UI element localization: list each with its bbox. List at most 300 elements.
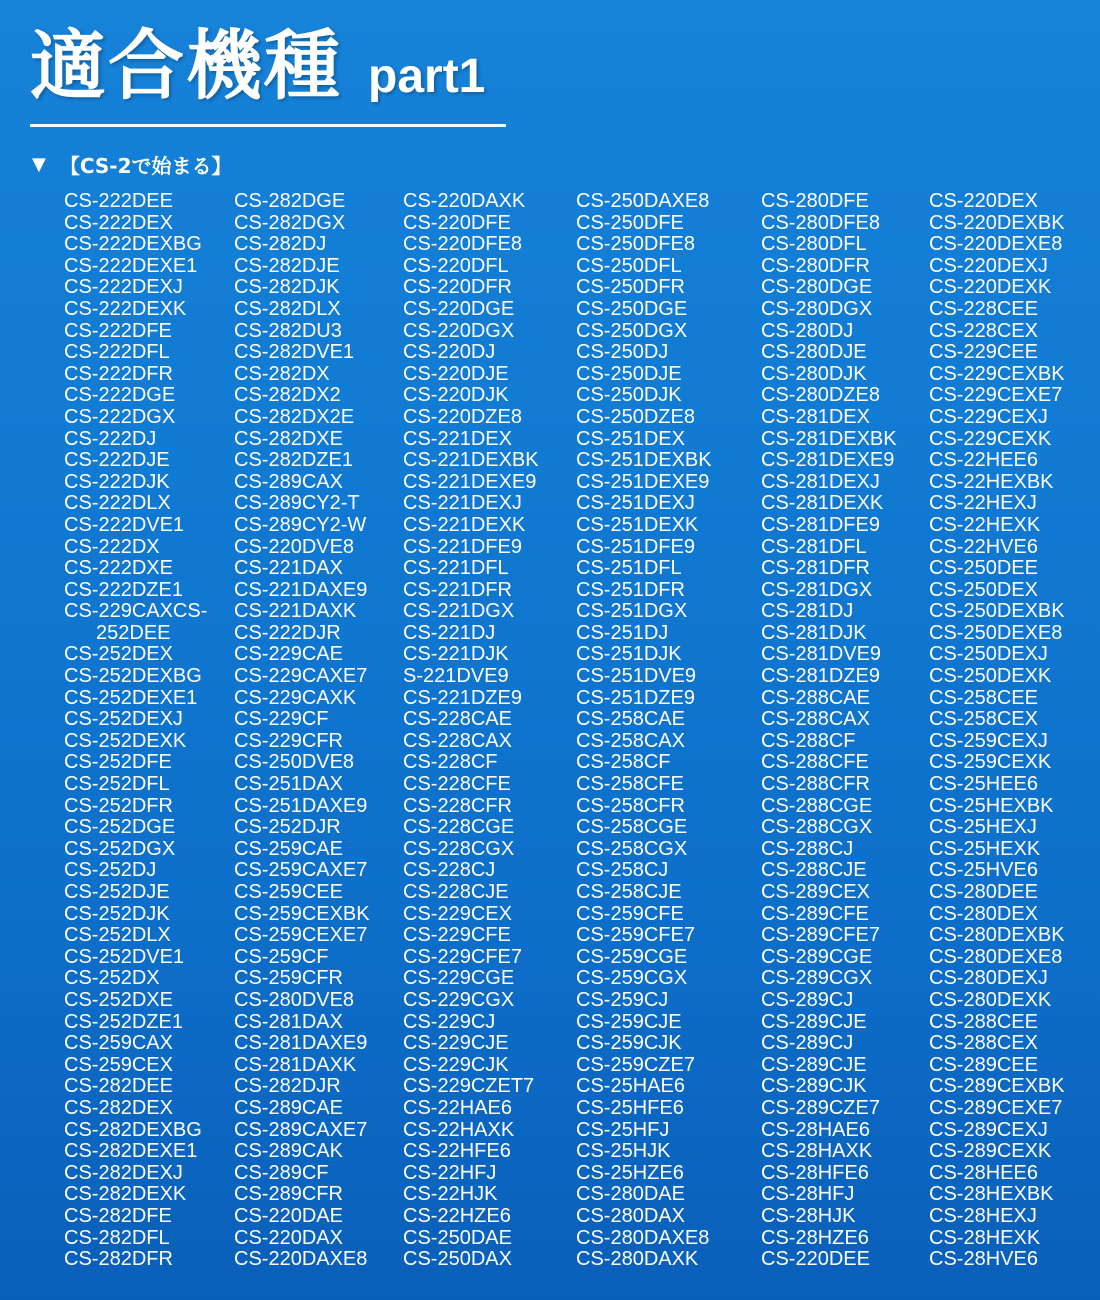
model-item: CS-252DEXK: [64, 729, 187, 752]
model-item: CS-252DJK: [64, 902, 170, 925]
model-item: CS-222DFR: [64, 362, 173, 385]
model-item: CS-252DJR: [234, 816, 341, 839]
model-item: CS-251DAX: [234, 773, 343, 796]
model-item: CS-250DJK: [576, 384, 682, 407]
model-item: CS-282DFE: [64, 1204, 172, 1227]
model-item: CS-258CJE: [576, 881, 682, 903]
section-heading: [32, 150, 232, 179]
model-item: CS-252DFE: [64, 751, 172, 774]
model-item: CS-289CEXJ: [929, 1118, 1048, 1141]
model-item: CS-250DEE: [929, 557, 1038, 580]
model-item: CS-222DGX: [64, 405, 176, 428]
model-item: CS-289CJE: [761, 1010, 867, 1033]
model-item: CS-252DVE1: [64, 945, 185, 968]
model-item: CS-281DAXE9: [234, 1032, 368, 1055]
model-item: CS-229CFR: [234, 729, 343, 752]
model-item: CS-250DEXJ: [929, 643, 1048, 666]
model-item: CS-229CAXE7: [234, 665, 368, 688]
model-item: CS-25HEXK: [929, 837, 1041, 860]
model-item: CS-250DFL: [576, 254, 682, 277]
model-item: CS-228CJ: [403, 859, 496, 882]
model-item: CS-282DX2E: [234, 405, 355, 428]
model-item: CS-259CFR: [234, 967, 343, 990]
model-item: CS-289CJ: [761, 988, 854, 1011]
model-item: CS-222DJE: [64, 449, 170, 472]
model-item: CS-222DJ: [64, 427, 157, 450]
model-item: CS-222DJR: [234, 621, 341, 644]
model-item: CS-250DJ: [576, 341, 669, 364]
model-item: CS-289CFE: [761, 902, 869, 925]
model-item: CS-222DEXJ: [64, 276, 183, 299]
model-item: CS-229CEXK: [929, 427, 1052, 450]
model-item: CS-289CJE: [761, 1053, 867, 1076]
model-item: CS-288CJ: [761, 837, 854, 860]
model-item: CS-289CEE: [929, 1053, 1038, 1076]
model-item: CS-289CEXE7: [929, 1096, 1063, 1119]
model-item: CS-289CAE: [234, 1096, 343, 1119]
model-item: CS-289CEXBK: [929, 1075, 1065, 1098]
model-item: CS-282DGX: [234, 211, 346, 234]
model-item: CS-281DEXJ: [761, 470, 880, 493]
model-item: CS-282DXE: [234, 427, 343, 450]
model-item: CS-220DJE: [403, 362, 509, 385]
model-item: CS-281DEXBK: [761, 427, 897, 450]
model-item: CS-280DZE8: [761, 384, 880, 407]
model-item: CS-228CGE: [403, 816, 515, 839]
model-item: CS-220DVE8: [234, 535, 355, 558]
model-item: CS-252DFR: [64, 794, 173, 817]
model-item: CS-282DU3: [234, 319, 342, 342]
model-item: CS-281DFL: [761, 535, 867, 558]
model-item: CS-250DFE8: [576, 233, 695, 256]
model-item: CS-282DLX: [234, 297, 341, 320]
model-item: CS-281DJ: [761, 600, 854, 623]
model-item: CS-250DFR: [576, 276, 685, 299]
model-item: CS-220DJK: [403, 384, 509, 407]
model-item: CS-282DEX: [64, 1096, 173, 1119]
model-item: CS-228CAX: [403, 729, 512, 752]
model-column-2: [234, 191, 370, 1271]
model-item: CS-259CAX: [64, 1032, 173, 1055]
model-item: CS-22HAE6: [403, 1096, 512, 1119]
model-item: CS-222DFL: [64, 341, 170, 364]
model-column-1: [64, 191, 207, 1271]
model-item: CS-28HAE6: [761, 1118, 870, 1141]
model-item: CS-259CFE7: [576, 924, 695, 947]
title-underline: [30, 124, 506, 127]
model-item: CS-258CF: [576, 751, 671, 774]
model-item: CS-289CGE: [761, 945, 873, 968]
model-item: CS-289CEXK: [929, 1140, 1052, 1163]
model-item: CS-28HZE6: [761, 1226, 869, 1249]
model-item: CS-251DFR: [576, 578, 685, 601]
model-item: CS-258CFR: [576, 794, 685, 817]
model-item: CS-22HZE6: [403, 1204, 511, 1227]
model-item: CS-251DGX: [576, 600, 688, 623]
model-item: CS-282DVE1: [234, 341, 355, 364]
model-item: CS-259CEXJ: [929, 729, 1048, 752]
model-item: CS-259CJE: [576, 1010, 682, 1033]
model-item: CS-259CF: [234, 945, 329, 968]
model-item: CS-229CJE: [403, 1032, 509, 1055]
model-item: CS-259CJK: [576, 1032, 682, 1055]
model-item: CS-251DJK: [576, 643, 682, 666]
model-item: CS-221DEXBK: [403, 449, 539, 472]
model-item: CS-280DGE: [761, 276, 873, 299]
model-item: CS-282DEXBG: [64, 1118, 202, 1141]
model-item: CS-229CEXE7: [929, 384, 1063, 407]
model-item: CS-251DFL: [576, 557, 682, 580]
page-header: [30, 21, 486, 110]
model-item: CS-251DFE9: [576, 535, 695, 558]
model-item: CS-221DEXE9: [403, 470, 537, 493]
model-item: CS-250DGX: [576, 319, 688, 342]
model-item: CS-25HEXJ: [929, 816, 1037, 839]
model-item: CS-221DAX: [234, 557, 343, 580]
model-item: CS-281DFR: [761, 557, 870, 580]
model-item: CS-28HEE6: [929, 1161, 1038, 1184]
model-item: CS-222DEXE1: [64, 254, 198, 277]
model-item: CS-228CAE: [403, 708, 512, 731]
model-item: CS-228CF: [403, 751, 498, 774]
model-item: CS-289CAXE7: [234, 1118, 368, 1141]
model-item: CS-280DVE8: [234, 988, 355, 1011]
model-item: CS-221DJ: [403, 621, 496, 644]
model-item: CS-222DVE1: [64, 513, 185, 536]
model-item: CS-288CAE: [761, 686, 870, 709]
model-item: CS-258CAE: [576, 708, 685, 731]
model-item: CS-229CEXBK: [929, 362, 1065, 385]
model-item: CS-258CGE: [576, 816, 688, 839]
model-item: CS-220DEE: [761, 1248, 870, 1271]
model-item: CS-251DEXJ: [576, 492, 695, 515]
model-item: CS-281DGX: [761, 578, 873, 601]
model-item: CS-281DZE9: [761, 665, 880, 688]
model-item: CS-220DAXE8: [234, 1248, 368, 1271]
model-item: CS-282DJE: [234, 254, 340, 277]
model-item: CS-259CEX: [64, 1053, 173, 1076]
model-item: CS-251DJ: [576, 621, 669, 644]
model-item: CS-229CFE: [403, 924, 511, 947]
model-item: CS-229CF: [234, 708, 329, 731]
model-item: CS-282DJR: [234, 1075, 341, 1098]
model-item: CS-288CAX: [761, 708, 870, 731]
model-item: CS-220DFE: [403, 211, 511, 234]
model-item: CS-258CEE: [929, 686, 1038, 709]
model-item: CS-229CZET7: [403, 1075, 535, 1098]
model-item: CS-25HAE6: [576, 1075, 685, 1098]
model-item: CS-288CFE: [761, 751, 869, 774]
model-item: CS-289CFE7: [761, 924, 880, 947]
model-item: CS-289CAX: [234, 470, 343, 493]
model-item: CS-22HEXJ: [929, 492, 1037, 515]
model-item: CS-252DXE: [64, 988, 173, 1011]
model-item: CS-222DJK: [64, 470, 170, 493]
model-item: CS-251DEXK: [576, 513, 699, 536]
model-column-3: [403, 191, 539, 1271]
model-column-4: [576, 191, 712, 1271]
model-item: CS-221DAXK: [234, 600, 357, 623]
page-title: 適合機種: [30, 21, 342, 110]
model-item: CS-221DFL: [403, 557, 509, 580]
model-item: CS-22HEXK: [929, 513, 1041, 536]
model-item: CS-22HEXBK: [929, 470, 1054, 493]
model-item: CS-222DXE: [64, 557, 173, 580]
model-item: CS-259CEXE7: [234, 924, 368, 947]
model-item: CS-251DEXBK: [576, 449, 712, 472]
model-item: CS-259CGX: [576, 967, 688, 990]
model-item: CS-220DAE: [234, 1204, 343, 1227]
triangle-down-icon: ▼: [32, 154, 46, 175]
model-column-6: [929, 191, 1065, 1271]
model-item: CS-28HFE6: [761, 1161, 869, 1184]
model-item: CS-252DEXBG: [64, 665, 202, 688]
model-item: S-221DVE9: [403, 665, 509, 688]
model-item: CS-252DZE1: [64, 1010, 183, 1033]
model-item: CS-250DEXK: [929, 665, 1052, 688]
model-item: CS-281DEX: [761, 405, 870, 428]
model-item: CS-28HAXK: [761, 1140, 873, 1163]
model-item: CS-252DFL: [64, 773, 170, 796]
model-item: CS-28HEXJ: [929, 1204, 1037, 1227]
model-item: CS-28HFJ: [761, 1183, 855, 1206]
model-item: CS-282DX2: [234, 384, 341, 407]
model-item: CS-280DEXJ: [929, 967, 1048, 990]
model-item: CS-222DLX: [64, 492, 171, 515]
model-item: CS-282DEXJ: [64, 1161, 183, 1184]
model-item: CS-252DX: [64, 967, 160, 990]
model-item: CS-250DVE8: [234, 751, 355, 774]
model-item: CS-229CEX: [403, 902, 512, 925]
model-item: CS-222DEXBG: [64, 233, 202, 256]
model-item: CS-259CAE: [234, 837, 343, 860]
model-item: CS-22HJK: [403, 1183, 498, 1206]
model-item: CS-282DEE: [64, 1075, 173, 1098]
model-item: CS-288CGE: [761, 794, 873, 817]
model-item: CS-28HEXBK: [929, 1183, 1054, 1206]
model-item: CS-229CGE: [403, 967, 515, 990]
model-item: CS-229CAE: [234, 643, 343, 666]
model-item: CS-282DX: [234, 362, 330, 385]
model-item: CS-252DGX: [64, 837, 176, 860]
model-item: CS-220DAX: [234, 1226, 343, 1249]
model-item: CS-229CEE: [929, 341, 1038, 364]
model-item: CS-251DAXE9: [234, 794, 368, 817]
model-item: CS-288CEX: [929, 1032, 1038, 1055]
model-item: CS-222DEE: [64, 190, 173, 212]
model-item: CS-229CAXCS-: [64, 600, 208, 623]
model-item: CS-258CEX: [929, 708, 1038, 731]
title-row: [30, 21, 486, 110]
model-item: 252DEE: [96, 621, 171, 644]
model-item: CS-282DZE1: [234, 449, 353, 472]
model-item: CS-281DAXK: [234, 1053, 357, 1076]
model-item: CS-259CJ: [576, 988, 669, 1011]
model-item: CS-288CJE: [761, 859, 867, 882]
model-item: CS-280DEXBK: [929, 924, 1065, 947]
model-item: CS-229CJK: [403, 1053, 509, 1076]
model-item: CS-221DAXE9: [234, 578, 368, 601]
model-item: CS-259CFE: [576, 902, 684, 925]
model-item: CS-288CFR: [761, 773, 870, 796]
model-item: CS-220DEXK: [929, 276, 1052, 299]
model-item: CS-251DEX: [576, 427, 685, 450]
model-item: CS-281DJK: [761, 621, 867, 644]
model-item: CS-250DZE8: [576, 405, 695, 428]
model-item: CS-289CAK: [234, 1140, 343, 1163]
model-item: CS-221DFR: [403, 578, 512, 601]
model-item: CS-228CGX: [403, 837, 515, 860]
model-item: CS-281DEXE9: [761, 449, 895, 472]
model-item: CS-25HEXBK: [929, 794, 1054, 817]
model-item: CS-280DJE: [761, 341, 867, 364]
model-item: CS-280DEXE8: [929, 945, 1063, 968]
model-item: CS-220DAXK: [403, 190, 526, 212]
model-item: CS-222DZE1: [64, 578, 183, 601]
section-label: 【CS-2で始まる】: [59, 154, 232, 178]
model-item: CS-228CFR: [403, 794, 512, 817]
model-item: CS-289CGX: [761, 967, 873, 990]
model-item: CS-282DFR: [64, 1248, 173, 1271]
model-item: CS-288CEE: [929, 1010, 1038, 1033]
model-item: CS-282DEXK: [64, 1183, 187, 1206]
model-item: CS-229CEXJ: [929, 405, 1048, 428]
model-list-grid: [0, 191, 1100, 1281]
model-item: CS-220DJ: [403, 341, 496, 364]
model-item: CS-229CFE7: [403, 945, 522, 968]
model-item: CS-221DGX: [403, 600, 515, 623]
model-item: CS-282DJ: [234, 233, 327, 256]
model-item: CS-259CEXK: [929, 751, 1052, 774]
model-item: CS-22HFE6: [403, 1140, 511, 1163]
model-item: CS-288CGX: [761, 816, 873, 839]
model-item: CS-251DVE9: [576, 665, 697, 688]
model-item: CS-22HEE6: [929, 449, 1038, 472]
model-item: CS-220DEXE8: [929, 233, 1063, 256]
model-item: CS-222DX: [64, 535, 160, 558]
model-item: CS-228CJE: [403, 881, 509, 903]
model-item: CS-281DEXK: [761, 492, 884, 515]
model-item: CS-221DZE9: [403, 686, 522, 709]
model-item: CS-252DEXE1: [64, 686, 198, 709]
model-item: CS-25HJK: [576, 1140, 671, 1163]
model-item: CS-28HVE6: [929, 1248, 1038, 1271]
model-item: CS-252DEX: [64, 643, 173, 666]
model-item: CS-228CFE: [403, 773, 511, 796]
model-item: CS-28HJK: [761, 1204, 856, 1227]
model-item: CS-221DEXJ: [403, 492, 522, 515]
model-item: CS-280DEE: [929, 881, 1038, 903]
model-item: CS-258CGX: [576, 837, 688, 860]
model-item: CS-281DFE9: [761, 513, 880, 536]
model-item: CS-259CGE: [576, 945, 688, 968]
model-item: CS-251DZE9: [576, 686, 695, 709]
model-item: CS-282DJK: [234, 276, 340, 299]
model-item: CS-280DAE: [576, 1183, 685, 1206]
model-item: CS-22HFJ: [403, 1161, 497, 1184]
model-item: CS-280DFL: [761, 233, 867, 256]
model-item: CS-220DEXJ: [929, 254, 1048, 277]
model-item: CS-222DGE: [64, 384, 176, 407]
model-item: CS-222DEX: [64, 211, 173, 234]
model-item: CS-258CFE: [576, 773, 684, 796]
model-item: CS-280DFR: [761, 254, 870, 277]
model-item: CS-250DEXE8: [929, 621, 1063, 644]
model-item: CS-250DFE: [576, 211, 684, 234]
model-item: CS-25HVE6: [929, 859, 1038, 882]
model-item: CS-221DEX: [403, 427, 512, 450]
model-item: CS-280DJK: [761, 362, 867, 385]
model-item: CS-229CJ: [403, 1010, 496, 1033]
model-item: CS-289CJ: [761, 1032, 854, 1055]
model-item: CS-25HFE6: [576, 1096, 684, 1119]
model-item: CS-281DAX: [234, 1010, 343, 1033]
model-item: CS-289CY2-T: [234, 492, 360, 515]
model-item: CS-252DGE: [64, 816, 176, 839]
model-item: CS-220DFL: [403, 254, 509, 277]
model-item: CS-228CEX: [929, 319, 1038, 342]
model-item: CS-259CAXE7: [234, 859, 368, 882]
model-item: CS-250DAX: [403, 1248, 512, 1271]
model-item: CS-280DAX: [576, 1204, 685, 1227]
model-item: CS-228CEE: [929, 297, 1038, 320]
model-item: CS-289CY2-W: [234, 513, 367, 536]
model-item: CS-288CF: [761, 729, 856, 752]
model-item: CS-221DEXK: [403, 513, 526, 536]
model-item: CS-220DFR: [403, 276, 512, 299]
model-item: CS-252DEXJ: [64, 708, 183, 731]
model-item: CS-25HZE6: [576, 1161, 684, 1184]
model-item: CS-259CZE7: [576, 1053, 695, 1076]
model-item: CS-250DJE: [576, 362, 682, 385]
model-item: CS-259CEE: [234, 881, 343, 903]
model-item: CS-220DGX: [403, 319, 515, 342]
model-item: CS-250DAXE8: [576, 190, 710, 212]
model-item: CS-282DEXE1: [64, 1140, 198, 1163]
model-item: CS-259CEXBK: [234, 902, 370, 925]
model-item: CS-251DEXE9: [576, 470, 710, 493]
model-item: CS-252DLX: [64, 924, 171, 947]
model-item: CS-222DEXK: [64, 297, 187, 320]
model-item: CS-220DEX: [929, 190, 1038, 212]
model-item: CS-289CJK: [761, 1075, 867, 1098]
model-item: CS-289CEX: [761, 881, 870, 903]
model-item: CS-289CFR: [234, 1183, 343, 1206]
model-item: CS-250DGE: [576, 297, 688, 320]
model-item: CS-22HAXK: [403, 1118, 515, 1141]
model-item: CS-250DEX: [929, 578, 1038, 601]
model-item: CS-280DEX: [929, 902, 1038, 925]
model-item: CS-280DJ: [761, 319, 854, 342]
model-item: CS-282DGE: [234, 190, 346, 212]
model-item: CS-280DGX: [761, 297, 873, 320]
model-column-5: [761, 191, 897, 1271]
page-title-part: part1: [368, 50, 486, 103]
model-item: CS-28HEXK: [929, 1226, 1041, 1249]
model-item: CS-22HVE6: [929, 535, 1038, 558]
model-item: CS-25HEE6: [929, 773, 1038, 796]
model-item: CS-252DJE: [64, 881, 170, 903]
model-item: CS-280DAXK: [576, 1248, 699, 1271]
model-item: CS-229CAXK: [234, 686, 357, 709]
model-item: CS-221DFE9: [403, 535, 522, 558]
model-item: CS-220DZE8: [403, 405, 522, 428]
model-item: CS-280DFE: [761, 190, 869, 212]
model-item: CS-250DEXBK: [929, 600, 1065, 623]
model-item: CS-222DFE: [64, 319, 172, 342]
model-item: CS-289CF: [234, 1161, 329, 1184]
model-item: CS-280DAXE8: [576, 1226, 710, 1249]
